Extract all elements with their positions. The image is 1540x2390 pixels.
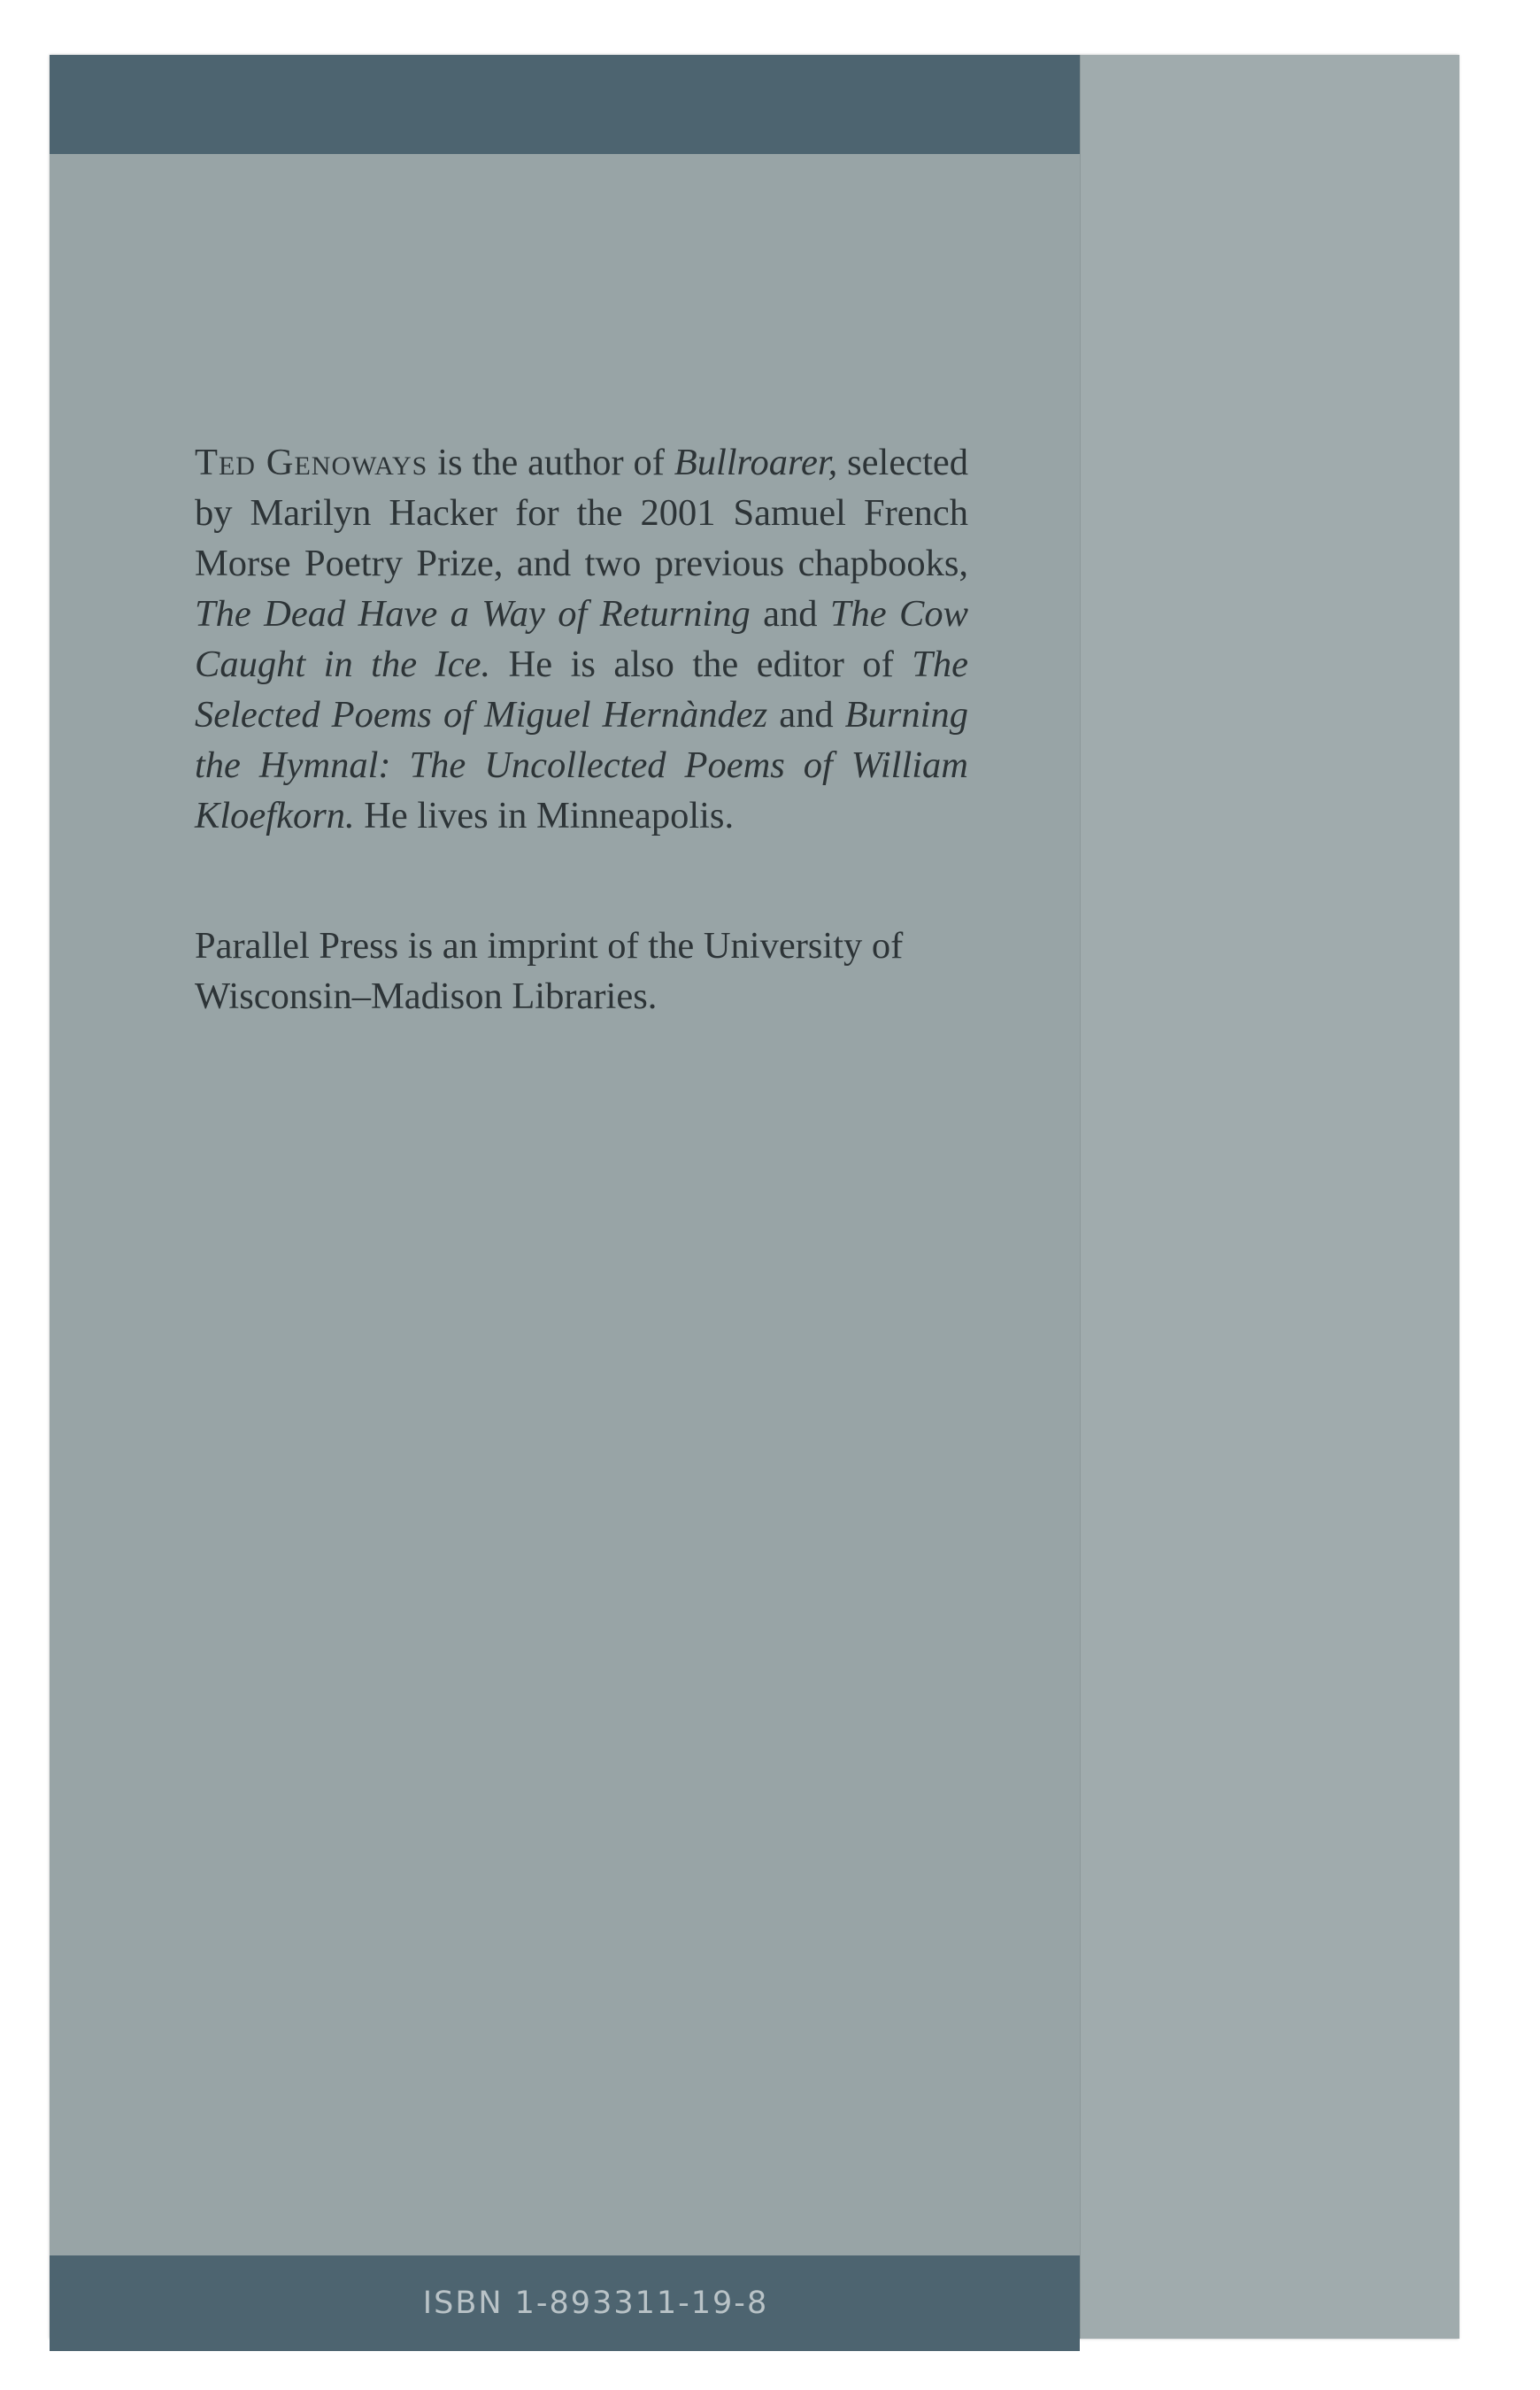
book-title-bullroarer: Bullroarer, <box>674 442 838 483</box>
bio-text-5: and <box>767 694 845 736</box>
bio-text-2: selected by Marilyn Hacker for the 2001 Samuel French Morse Poetry Prize, and two previous chapbooks, <box>195 442 968 584</box>
cover-flap <box>1080 55 1459 2339</box>
bio-text-3: and <box>750 593 830 635</box>
book-title-selected-poems: The Selected Poems of Miguel Hernàndez <box>195 644 968 736</box>
imprint-note: Parallel Press is an imprint of the University of Wisconsin–Madison Libraries. <box>195 925 904 1017</box>
bio-text-1: is the author of <box>427 442 674 483</box>
bio-text-4: He is also the editor of <box>490 644 912 685</box>
top-color-band <box>50 55 1080 154</box>
book-title-cow-caught: The Cow Caught in the Ice. <box>195 593 968 685</box>
isbn-number: ISBN 1-893311-19-8 <box>422 2286 769 2321</box>
author-bio <box>195 437 968 841</box>
book-title-dead-have-a-way: The Dead Have a Way of Returning <box>195 593 751 635</box>
author-name: Ted Genoways <box>195 442 428 483</box>
back-cover <box>50 55 1459 2339</box>
bottom-color-band <box>50 2255 1080 2351</box>
bio-text-6: He lives in Minneapolis. <box>354 795 735 836</box>
book-title-burning-the-hymnal: Burning the Hymnal: The Uncollected Poems of William Kloefkorn. <box>195 694 968 836</box>
